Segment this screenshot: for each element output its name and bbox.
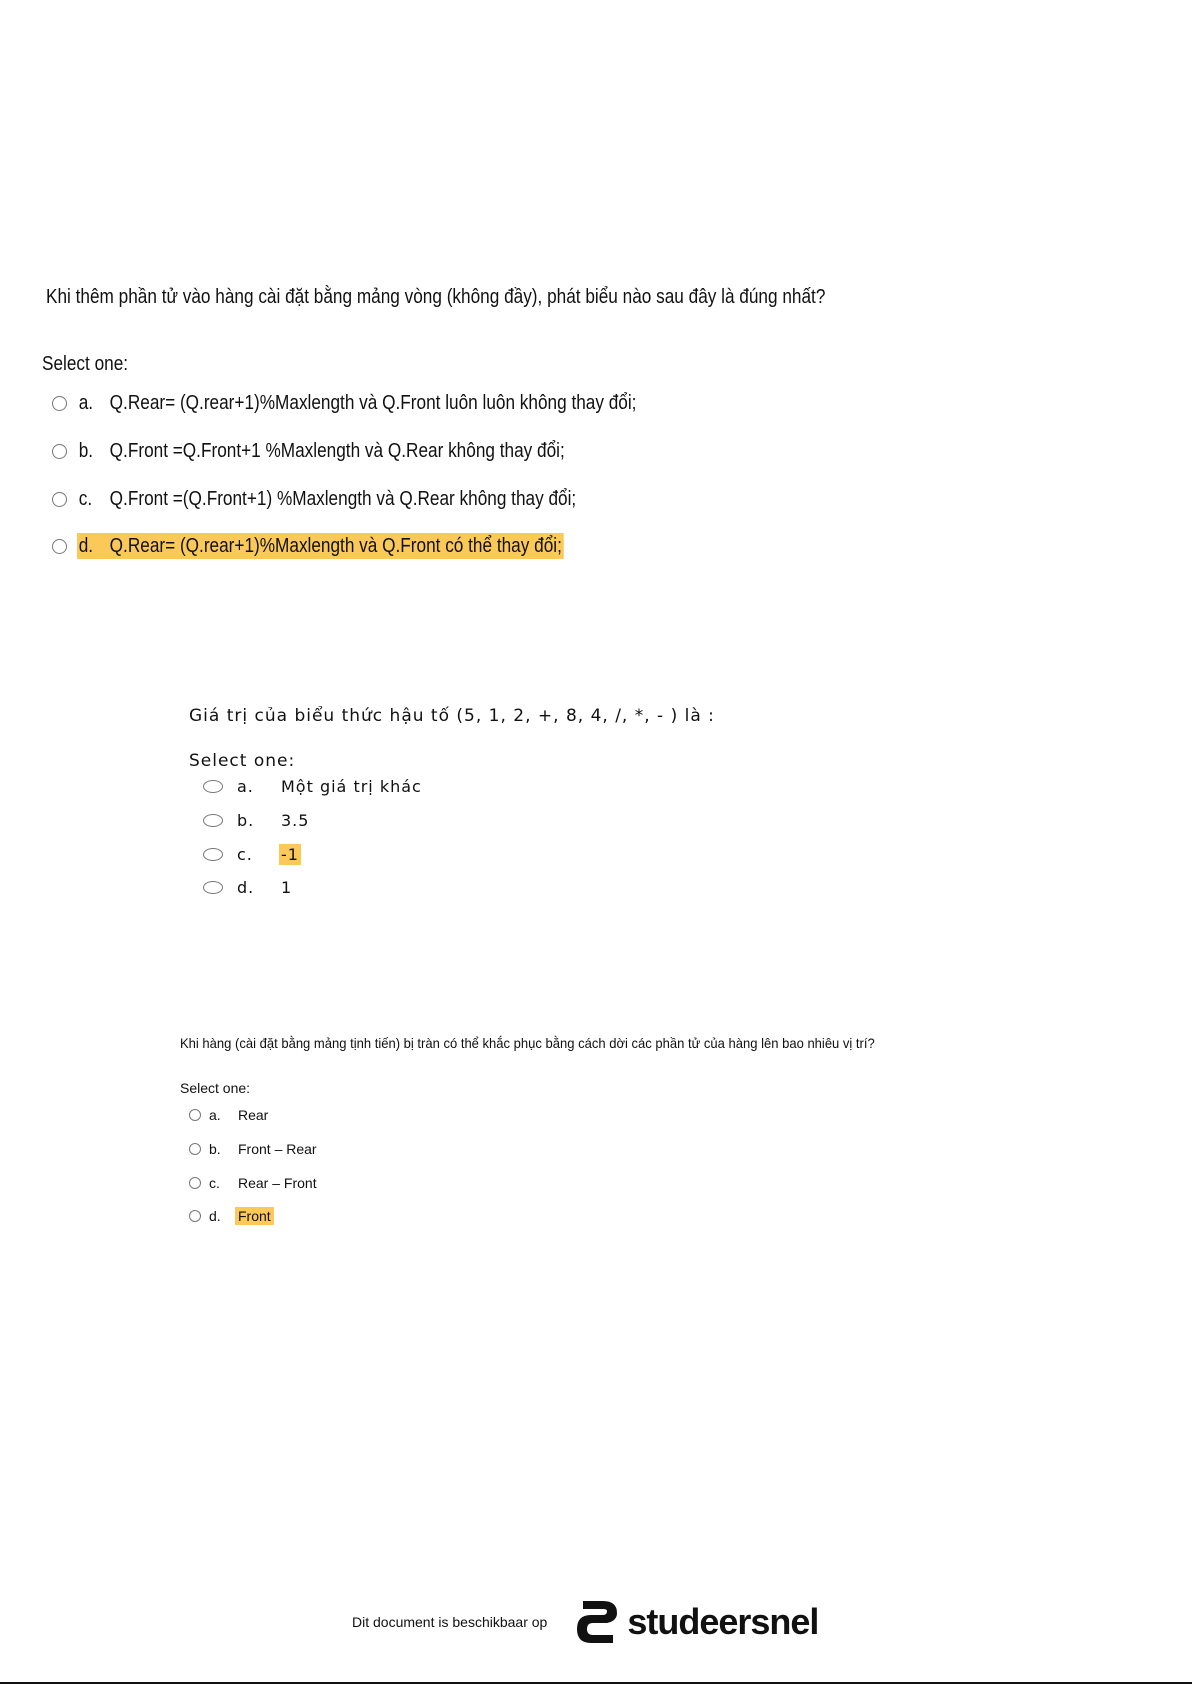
radio-icon[interactable] <box>52 492 67 507</box>
option-text: Q.Rear= (Q.rear+1)%Maxlength và Q.Front luôn luôn không thay đổi; <box>109 391 637 414</box>
radio-icon[interactable] <box>52 444 67 459</box>
option-text: Front – Rear <box>238 1141 317 1157</box>
question-2-text: Giá trị của biểu thức hậu tố (5, 1, 2, +, 8, 4, /, *, - ) là : <box>189 706 715 726</box>
radio-icon[interactable] <box>189 1109 201 1121</box>
option-text: Q.Front =Q.Front+1 %Maxlength và Q.Rear không thay đổi; <box>109 439 565 462</box>
radio-icon[interactable] <box>52 396 67 411</box>
question-3-text: Khi hàng (cài đặt bằng mảng tịnh tiến) bị tràn có thể khắc phục bằng cách dời các phần tử của hàng lên bao nhiêu vị trí? <box>180 1035 875 1051</box>
option-letter: a. <box>237 776 254 796</box>
option-letter: c. <box>209 1175 220 1191</box>
question-2-option-d[interactable] <box>203 876 294 898</box>
option-body <box>77 438 566 464</box>
option-letter: d. <box>78 534 94 557</box>
option-letter: b. <box>237 810 255 830</box>
option-body-highlighted <box>77 533 564 559</box>
question-2-option-a[interactable] <box>203 775 424 797</box>
option-text: Rear <box>238 1107 269 1123</box>
question-2-option-c[interactable] <box>203 843 301 865</box>
option-text-highlighted: Front <box>235 1207 274 1225</box>
studeersnel-logo-icon[interactable] <box>573 1597 621 1647</box>
question-1-select-one: Select one: <box>42 353 129 375</box>
question-3-option-d[interactable] <box>189 1205 274 1227</box>
option-body <box>77 390 638 416</box>
option-letter: d. <box>209 1208 221 1224</box>
footer <box>352 1597 818 1647</box>
radio-icon[interactable] <box>189 1177 201 1189</box>
option-text-highlighted: -1 <box>281 844 299 864</box>
radio-icon[interactable] <box>203 780 223 793</box>
question-3-select-one: Select one: <box>180 1080 251 1096</box>
option-letter: b. <box>209 1141 221 1157</box>
question-1-text: Khi thêm phần tử vào hàng cài đặt bằng mảng vòng (không đầy), phát biểu nào sau đây là đúng nhất? <box>46 286 826 308</box>
option-letter: c. <box>78 487 93 510</box>
question-1-option-c[interactable] <box>52 486 659 512</box>
availability-text: Dit document is beschikbaar op <box>352 1614 548 1630</box>
radio-icon[interactable] <box>203 881 223 894</box>
radio-icon[interactable] <box>189 1210 201 1222</box>
option-text: Rear – Front <box>238 1175 317 1191</box>
option-text: Một giá trị khác <box>281 776 422 796</box>
option-body <box>77 486 578 512</box>
question-3-option-c[interactable] <box>189 1172 320 1194</box>
question-3-option-a[interactable] <box>189 1104 271 1126</box>
option-letter: c. <box>237 844 253 864</box>
radio-icon[interactable] <box>52 539 67 554</box>
radio-icon[interactable] <box>203 814 223 827</box>
option-letter: a. <box>209 1107 221 1123</box>
option-letter: a. <box>78 391 94 414</box>
option-text: 3.5 <box>281 810 310 830</box>
page-bottom-divider <box>0 1682 1192 1684</box>
brand-name[interactable]: studeersnel <box>627 1601 819 1642</box>
radio-icon[interactable] <box>203 848 223 861</box>
question-2-option-b[interactable] <box>203 809 311 831</box>
option-letter: d. <box>237 877 255 897</box>
option-letter: b. <box>78 439 94 462</box>
option-text: Q.Rear= (Q.rear+1)%Maxlength và Q.Front có thể thay đổi; <box>109 534 562 557</box>
question-1-option-a[interactable] <box>52 390 730 416</box>
radio-icon[interactable] <box>189 1143 201 1155</box>
option-text: Q.Front =(Q.Front+1) %Maxlength và Q.Rear không thay đổi; <box>109 487 577 510</box>
question-2-select-one: Select one: <box>189 751 296 771</box>
question-3-option-b[interactable] <box>189 1138 320 1160</box>
question-1-option-d[interactable] <box>52 533 643 559</box>
question-1-option-b[interactable] <box>52 438 646 464</box>
option-text: 1 <box>281 877 293 897</box>
